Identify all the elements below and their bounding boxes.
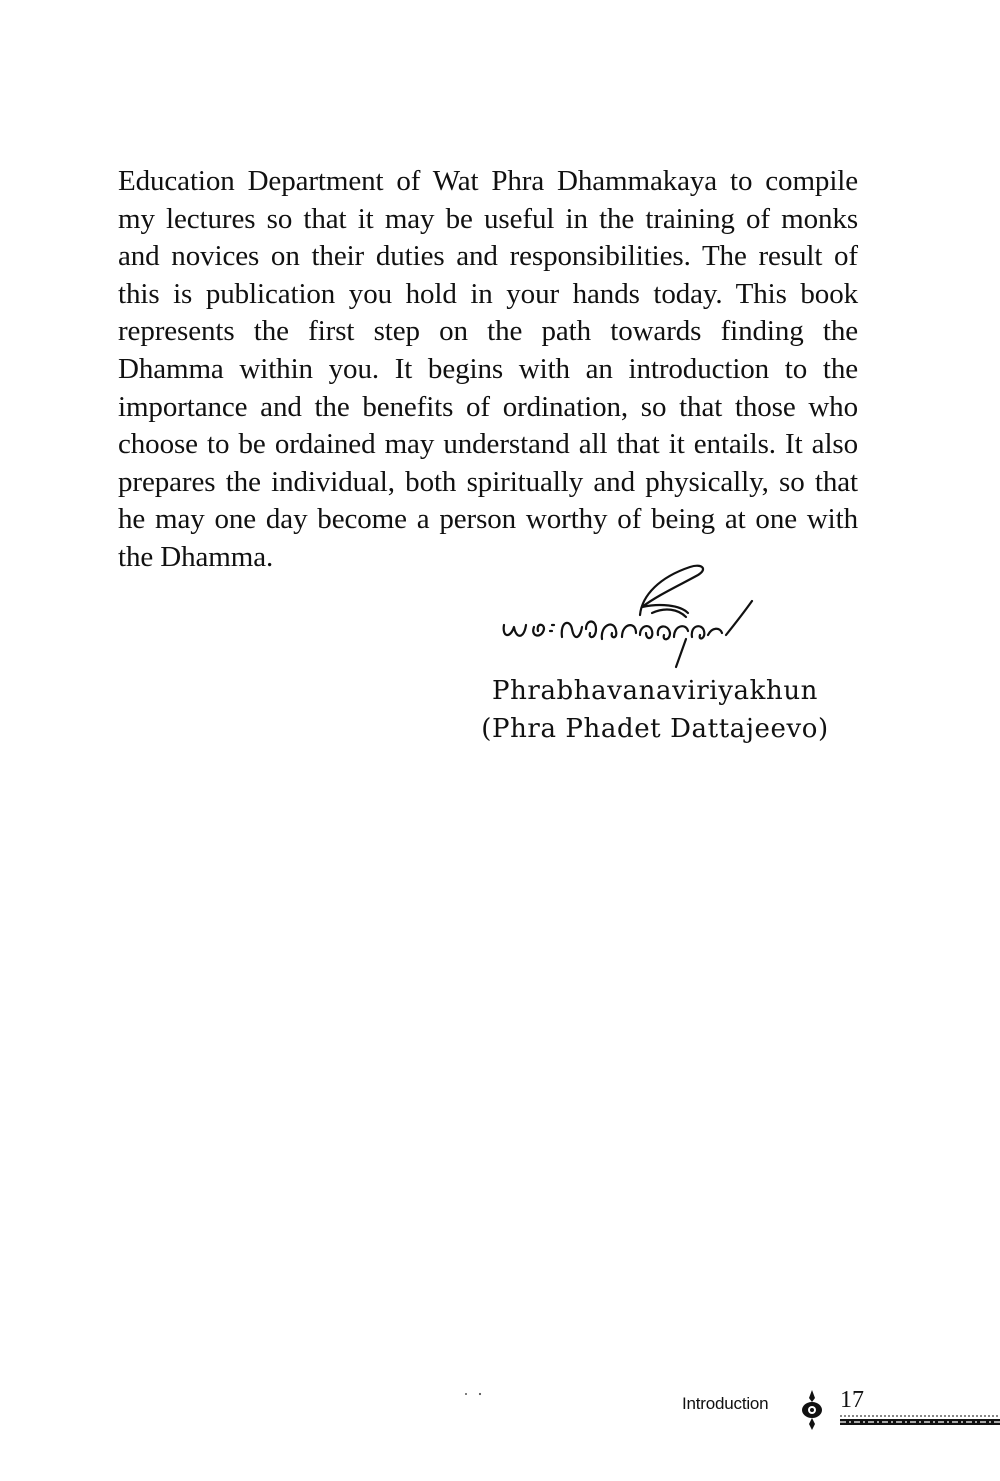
print-speck	[462, 1388, 502, 1428]
page-number: 17	[840, 1387, 864, 1413]
footer-decorative-rule	[840, 1414, 1000, 1426]
handwritten-signature	[490, 555, 770, 685]
signature-drawing	[490, 555, 770, 685]
signer-alias: (Phra Phadet Dattajeevo)	[481, 714, 829, 744]
footer-section-label: Introduction	[682, 1394, 769, 1413]
lotus-ornament-icon	[800, 1390, 824, 1430]
signer-block	[455, 672, 855, 748]
page-footer	[682, 1386, 1000, 1446]
signer-name: Phrabhavanaviriyakhun	[491, 676, 819, 706]
body-paragraph: Education Department of Wat Phra Dhammakaya to compile my lectures so that it may be useful in the training of monks and novices on their duties and responsibilities. The result of this is publication you hold in your hands today. This book represents the first step on the path towards finding the Dhamma within you. It begins with an introduction to the importance and the benefits of ordination, so that those who choose to be ordained may understand all that it entails. It also prepares the individual, both spiritually and physically, so that he may one day become a person worthy of being at one with the Dhamma.	[118, 165, 858, 573]
